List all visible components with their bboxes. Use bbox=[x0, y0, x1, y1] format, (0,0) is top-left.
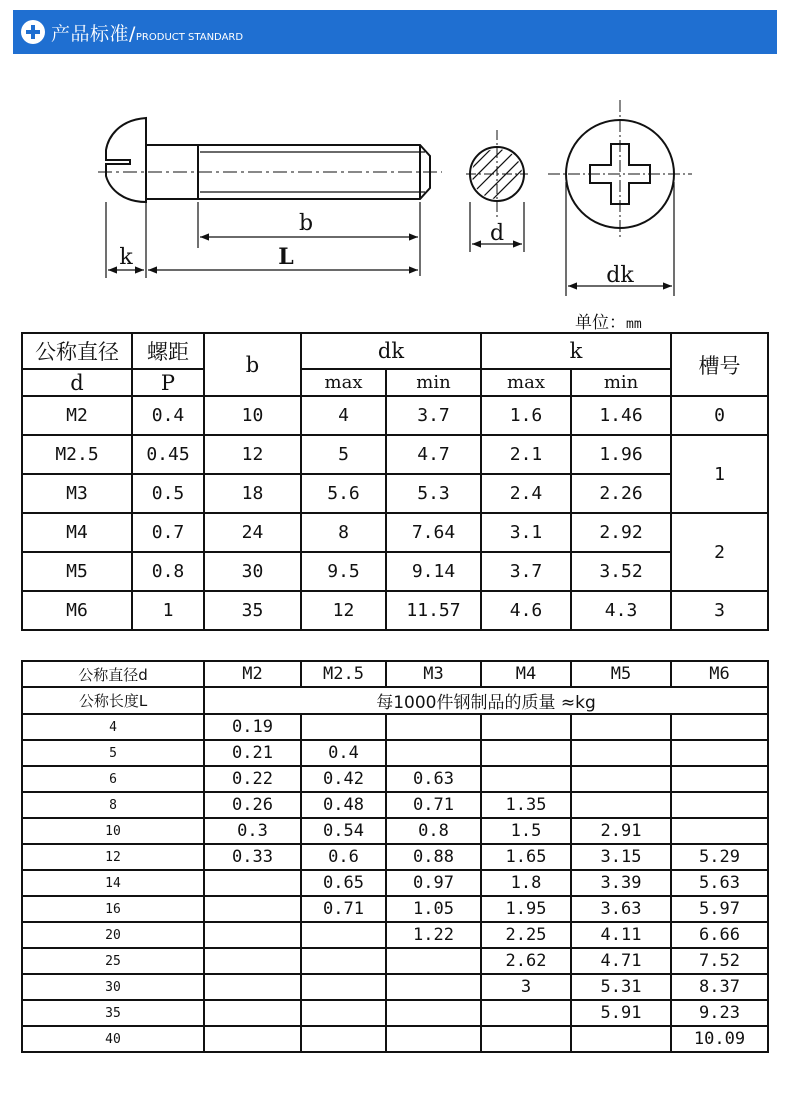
cell-mass: 4.11 bbox=[571, 922, 671, 948]
mass-rows bbox=[22, 714, 768, 1052]
cell-d: M2.5 bbox=[22, 435, 132, 474]
cell-mass: 0.26 bbox=[204, 792, 301, 818]
cell-mass: 0.19 bbox=[204, 714, 301, 740]
dim-label-b: b bbox=[298, 211, 314, 236]
cell-mass: 3.15 bbox=[571, 844, 671, 870]
table-row bbox=[22, 818, 768, 844]
cell-length: 30 bbox=[22, 974, 204, 1000]
cell-mass bbox=[301, 948, 386, 974]
cell-mass bbox=[571, 792, 671, 818]
dim-label-L: L bbox=[278, 244, 294, 270]
table-row bbox=[22, 896, 768, 922]
cell-mass bbox=[301, 1000, 386, 1026]
dim-label-d: d bbox=[489, 221, 505, 246]
cell-p: 0.4 bbox=[132, 396, 204, 435]
cell-mass: 0.71 bbox=[301, 896, 386, 922]
cell-length: 12 bbox=[22, 844, 204, 870]
cell-mass bbox=[671, 714, 768, 740]
section-banner bbox=[13, 10, 777, 54]
dim-label-k: k bbox=[119, 245, 133, 270]
cell-length: 20 bbox=[22, 922, 204, 948]
cell-b: 10 bbox=[204, 396, 301, 435]
mass-table bbox=[21, 660, 769, 1053]
cell-d: M6 bbox=[22, 591, 132, 630]
cell-k-min: 1.46 bbox=[571, 396, 671, 435]
cell-mass: 7.52 bbox=[671, 948, 768, 974]
cell-mass: 0.65 bbox=[301, 870, 386, 896]
cell-mass bbox=[301, 922, 386, 948]
cell-mass: 8.37 bbox=[671, 974, 768, 1000]
table-row bbox=[22, 870, 768, 896]
table-row bbox=[22, 513, 768, 552]
cell-p: 0.45 bbox=[132, 435, 204, 474]
cell-mass: 0.97 bbox=[386, 870, 481, 896]
unit-value: mm bbox=[626, 317, 642, 332]
dim-label-dk: dk bbox=[606, 263, 634, 288]
subheader-k-min: min bbox=[571, 369, 671, 396]
screw-shank bbox=[146, 145, 430, 199]
cell-mass bbox=[671, 766, 768, 792]
cell-length: 40 bbox=[22, 1026, 204, 1052]
table-row bbox=[22, 948, 768, 974]
cell-mass: 6.66 bbox=[671, 922, 768, 948]
cell-d: M2 bbox=[22, 396, 132, 435]
cell-length: 4 bbox=[22, 714, 204, 740]
header-b: b bbox=[204, 333, 301, 396]
cell-mass: 3.39 bbox=[571, 870, 671, 896]
cell-p: 1 bbox=[132, 591, 204, 630]
cell-k-max: 2.1 bbox=[481, 435, 571, 474]
cell-mass: 0.63 bbox=[386, 766, 481, 792]
cell-mass: 1.95 bbox=[481, 896, 571, 922]
cell-mass: 1.65 bbox=[481, 844, 571, 870]
cell-slot: 0 bbox=[671, 396, 768, 435]
cell-mass bbox=[571, 714, 671, 740]
cell-mass bbox=[386, 714, 481, 740]
cell-mass: 2.25 bbox=[481, 922, 571, 948]
cell-mass: 1.8 bbox=[481, 870, 571, 896]
unit-label: 单位：mm bbox=[575, 313, 642, 333]
banner-subtitle: PRODUCT STANDARD bbox=[135, 32, 244, 43]
cell-k-max: 3.7 bbox=[481, 552, 571, 591]
header-p: P bbox=[132, 369, 204, 396]
cell-mass: 5.31 bbox=[571, 974, 671, 1000]
cell-b: 24 bbox=[204, 513, 301, 552]
cell-mass bbox=[571, 1026, 671, 1052]
cell-slot: 2 bbox=[671, 513, 768, 591]
cell-k-min: 2.92 bbox=[571, 513, 671, 552]
cell-mass bbox=[671, 792, 768, 818]
cell-mass: 0.42 bbox=[301, 766, 386, 792]
table-row bbox=[22, 1026, 768, 1052]
cell-p: 0.8 bbox=[132, 552, 204, 591]
mass-per-1000-label: 每1000件钢制品的质量 ≈kg bbox=[204, 687, 768, 714]
cell-mass: 4.71 bbox=[571, 948, 671, 974]
cell-mass: 9.23 bbox=[671, 1000, 768, 1026]
cell-k-min: 3.52 bbox=[571, 552, 671, 591]
cell-length: 10 bbox=[22, 818, 204, 844]
cell-mass bbox=[671, 740, 768, 766]
mass-header-row bbox=[22, 661, 768, 687]
cell-k-min: 4.3 bbox=[571, 591, 671, 630]
cell-length: 25 bbox=[22, 948, 204, 974]
header-k: k bbox=[481, 333, 671, 369]
cell-mass: 0.88 bbox=[386, 844, 481, 870]
cell-mass: 0.22 bbox=[204, 766, 301, 792]
cell-mass bbox=[571, 766, 671, 792]
header-nominal-diameter: 公称直径d bbox=[22, 661, 204, 687]
cell-mass: 0.6 bbox=[301, 844, 386, 870]
table-row bbox=[22, 974, 768, 1000]
cell-mass bbox=[204, 1026, 301, 1052]
cell-mass bbox=[204, 948, 301, 974]
cell-mass bbox=[301, 1026, 386, 1052]
cell-mass: 0.4 bbox=[301, 740, 386, 766]
cell-mass: 0.33 bbox=[204, 844, 301, 870]
cell-dk-min: 3.7 bbox=[386, 396, 481, 435]
cell-dk-max: 5 bbox=[301, 435, 386, 474]
cell-mass: 1.05 bbox=[386, 896, 481, 922]
cell-mass: 5.63 bbox=[671, 870, 768, 896]
cell-mass bbox=[481, 766, 571, 792]
cell-mass bbox=[481, 1026, 571, 1052]
cell-length: 5 bbox=[22, 740, 204, 766]
cell-dk-max: 12 bbox=[301, 591, 386, 630]
cell-d: M3 bbox=[22, 474, 132, 513]
header-size: M2.5 bbox=[301, 661, 386, 687]
table-row bbox=[22, 766, 768, 792]
cell-length: 8 bbox=[22, 792, 204, 818]
header-size: M5 bbox=[571, 661, 671, 687]
cell-dk-min: 5.3 bbox=[386, 474, 481, 513]
cell-mass bbox=[481, 1000, 571, 1026]
cell-length: 35 bbox=[22, 1000, 204, 1026]
cell-length: 6 bbox=[22, 766, 204, 792]
cell-slot: 3 bbox=[671, 591, 768, 630]
cell-mass: 0.54 bbox=[301, 818, 386, 844]
header-size: M6 bbox=[671, 661, 768, 687]
cell-mass bbox=[386, 1000, 481, 1026]
header-pitch: 螺距 bbox=[132, 333, 204, 369]
header-slot-number: 槽号 bbox=[671, 333, 768, 396]
table-row bbox=[22, 591, 768, 630]
table-row bbox=[22, 396, 768, 435]
table-row bbox=[22, 552, 768, 591]
table-row bbox=[22, 1000, 768, 1026]
cell-dk-max: 8 bbox=[301, 513, 386, 552]
table-row bbox=[22, 435, 768, 474]
header-nominal-length: 公称长度L bbox=[22, 687, 204, 714]
cell-mass bbox=[386, 948, 481, 974]
cell-mass: 3 bbox=[481, 974, 571, 1000]
header-size: M3 bbox=[386, 661, 481, 687]
cell-mass bbox=[204, 896, 301, 922]
cell-k-max: 1.6 bbox=[481, 396, 571, 435]
table-row bbox=[22, 714, 768, 740]
cell-mass bbox=[671, 818, 768, 844]
cell-mass bbox=[301, 974, 386, 1000]
cell-mass bbox=[386, 740, 481, 766]
cell-slot: 1 bbox=[671, 435, 768, 513]
cell-mass: 1.35 bbox=[481, 792, 571, 818]
cell-length: 16 bbox=[22, 896, 204, 922]
cell-mass: 2.62 bbox=[481, 948, 571, 974]
table-row bbox=[22, 922, 768, 948]
cell-dk-min: 4.7 bbox=[386, 435, 481, 474]
cell-b: 30 bbox=[204, 552, 301, 591]
cell-d: M5 bbox=[22, 552, 132, 591]
cell-mass: 2.91 bbox=[571, 818, 671, 844]
header-dk: dk bbox=[301, 333, 481, 369]
cell-p: 0.7 bbox=[132, 513, 204, 552]
dimension-table bbox=[21, 332, 769, 631]
banner-title: 产品标准/PRODUCT STANDARD bbox=[51, 23, 244, 45]
cell-dk-min: 7.64 bbox=[386, 513, 481, 552]
subheader-dk-min: min bbox=[386, 369, 481, 396]
cell-mass: 0.21 bbox=[204, 740, 301, 766]
screw-drawing bbox=[0, 90, 790, 330]
screw-head bbox=[106, 118, 146, 202]
cell-mass bbox=[204, 922, 301, 948]
header-size: M4 bbox=[481, 661, 571, 687]
subheader-k-max: max bbox=[481, 369, 571, 396]
cell-dk-max: 9.5 bbox=[301, 552, 386, 591]
subheader-dk-max: max bbox=[301, 369, 386, 396]
cell-mass: 0.3 bbox=[204, 818, 301, 844]
cell-mass bbox=[204, 974, 301, 1000]
cell-mass bbox=[386, 974, 481, 1000]
cell-mass bbox=[571, 740, 671, 766]
cell-k-min: 2.26 bbox=[571, 474, 671, 513]
mass-label-row bbox=[22, 687, 768, 714]
cell-k-max: 4.6 bbox=[481, 591, 571, 630]
cell-mass bbox=[204, 1000, 301, 1026]
cell-mass: 1.5 bbox=[481, 818, 571, 844]
cell-mass: 5.91 bbox=[571, 1000, 671, 1026]
cell-mass: 10.09 bbox=[671, 1026, 768, 1052]
cell-k-max: 3.1 bbox=[481, 513, 571, 552]
cell-mass bbox=[386, 1026, 481, 1052]
cell-dk-min: 11.57 bbox=[386, 591, 481, 630]
header-nominal-diameter: 公称直径 bbox=[22, 333, 132, 369]
plus-circle-icon bbox=[21, 20, 45, 44]
table-header-row bbox=[22, 333, 768, 369]
table-row bbox=[22, 844, 768, 870]
cell-b: 18 bbox=[204, 474, 301, 513]
header-d: d bbox=[22, 369, 132, 396]
cell-b: 35 bbox=[204, 591, 301, 630]
cell-mass bbox=[481, 740, 571, 766]
cell-mass: 5.97 bbox=[671, 896, 768, 922]
cell-mass: 0.48 bbox=[301, 792, 386, 818]
cell-mass: 3.63 bbox=[571, 896, 671, 922]
cell-mass: 1.22 bbox=[386, 922, 481, 948]
cell-dk-max: 5.6 bbox=[301, 474, 386, 513]
cell-p: 0.5 bbox=[132, 474, 204, 513]
cell-mass: 0.71 bbox=[386, 792, 481, 818]
table-row bbox=[22, 792, 768, 818]
cell-mass: 5.29 bbox=[671, 844, 768, 870]
cell-b: 12 bbox=[204, 435, 301, 474]
cell-d: M4 bbox=[22, 513, 132, 552]
table-subheader-row bbox=[22, 369, 768, 396]
cell-length: 14 bbox=[22, 870, 204, 896]
cell-k-max: 2.4 bbox=[481, 474, 571, 513]
cell-dk-min: 9.14 bbox=[386, 552, 481, 591]
header-size: M2 bbox=[204, 661, 301, 687]
table-row bbox=[22, 740, 768, 766]
cell-k-min: 1.96 bbox=[571, 435, 671, 474]
cell-mass: 0.8 bbox=[386, 818, 481, 844]
cell-mass bbox=[204, 870, 301, 896]
cell-mass bbox=[481, 714, 571, 740]
cell-dk-max: 4 bbox=[301, 396, 386, 435]
table-row bbox=[22, 474, 768, 513]
cell-mass bbox=[301, 714, 386, 740]
